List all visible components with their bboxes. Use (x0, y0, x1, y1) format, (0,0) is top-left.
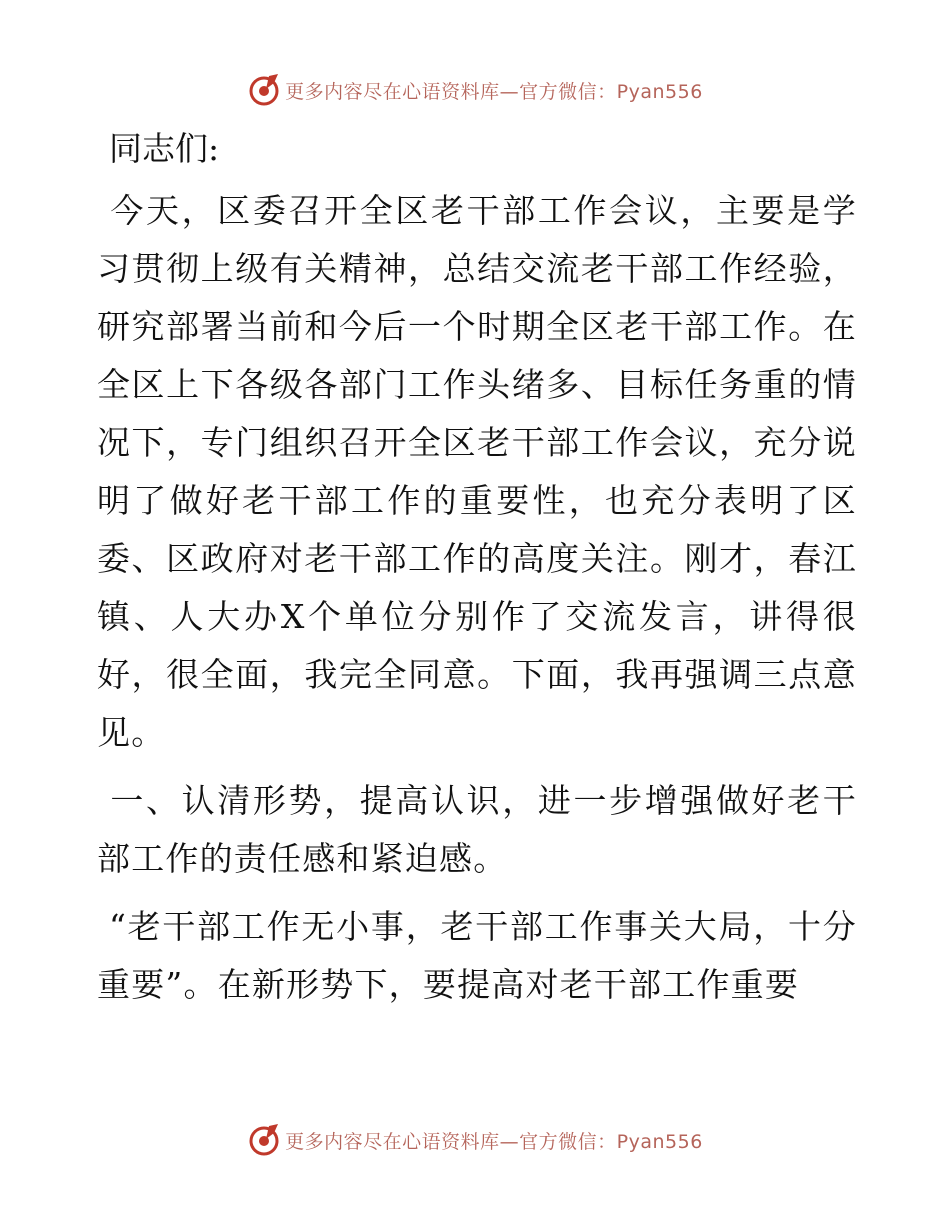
quill-logo-icon (247, 73, 281, 107)
salutation: 同志们: (109, 129, 220, 168)
quill-logo-icon (247, 1123, 281, 1157)
paragraph-intro (97, 182, 857, 762)
watermark-banner-top (0, 68, 950, 112)
document-body (97, 120, 857, 1024)
paragraph-intro-text: 今天，区委召开全区老干部工作会议，主要是学习贯彻上级有关精神，总结交流老干部工作经验，研究部署当前和今后一个时期全区老干部工作。在全区上下各级各部门工作头绪多、目标任务重的情况下，专门组织召开全区老干部工作会议，充分说明了做好老干部工作的重要性，也充分表明了区委、区政府对老干部工作的高度关注。刚才，春江镇、人大办X个单位分别作了交流发言，讲得很好，很全面，我完全同意。下面，我再强调三点意见。 (97, 191, 857, 752)
watermark-text: 更多内容尽在心语资料库—官方微信：Pyan556 (285, 80, 703, 103)
section-heading-1-text: 一、认清形势，提高认识，进一步增强做好老干部工作的责任感和紧迫感。 (97, 781, 857, 878)
paragraph-quote (97, 898, 857, 1014)
section-heading-1 (97, 772, 857, 888)
watermark-banner-bottom (0, 1118, 950, 1162)
watermark-text: 更多内容尽在心语资料库—官方微信：Pyan556 (285, 1130, 703, 1153)
paragraph-quote-text: “老干部工作无小事，老干部工作事关大局，十分重要”。在新形势下，要提高对老干部工作重要 (97, 907, 857, 1004)
